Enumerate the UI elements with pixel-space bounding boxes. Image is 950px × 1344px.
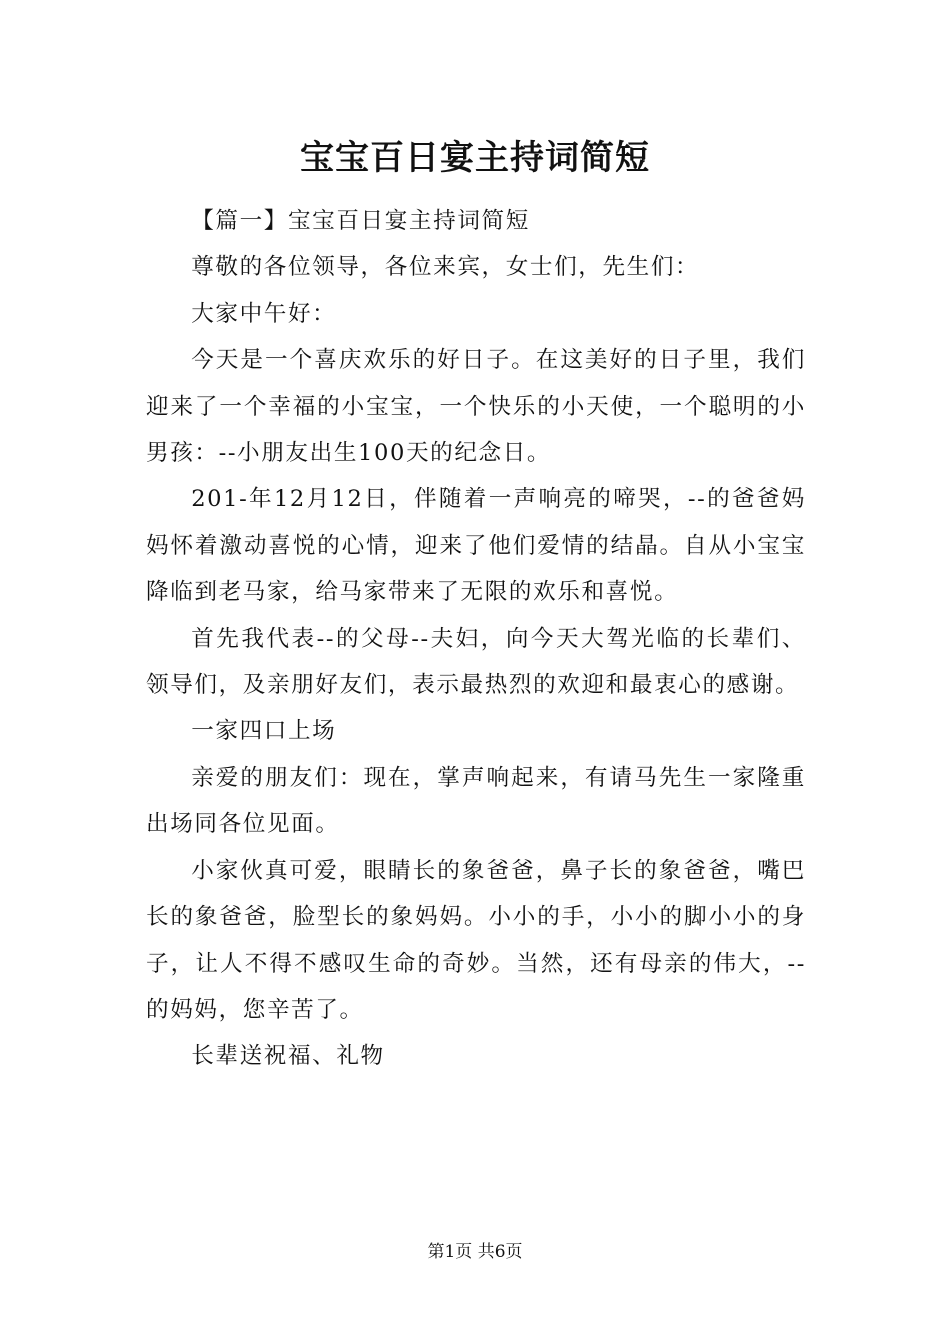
- paragraph: 大家中午好：: [191, 300, 337, 327]
- paragraph: 今天是一个喜庆欢乐的好日子。在这美好的日子里，我们迎来了一个幸福的小宝宝，一个快乐的小天使，一个聪明的小男孩：--小朋友出生100天的纪念日。: [146, 347, 806, 467]
- paragraph: 亲爱的朋友们：现在，掌声响起来，有请马先生一家隆重出场同各位见面。: [146, 764, 806, 838]
- section-heading: 【篇一】宝宝百日宴主持词简短: [191, 208, 530, 234]
- paragraph: 首先我代表--的父母--夫妇，向今天大驾光临的长辈们、领导们，及亲朋好友们，表示最热烈的欢迎和最衷心的感谢。: [146, 625, 806, 699]
- paragraph: 一家四口上场: [191, 718, 337, 745]
- paragraph: 长辈送祝福、礼物: [191, 1043, 385, 1070]
- page-footer: 第1页 共6页: [427, 1242, 523, 1262]
- paragraph: 201-年12月12日，伴随着一声响亮的啼哭，--的爸爸妈妈怀着激动喜悦的心情，迎来了他们爱情的结晶。自从小宝宝降临到老马家，给马家带来了无限的欢乐和喜悦。: [146, 486, 806, 606]
- document-title: 宝宝百日宴主持词简短: [300, 138, 650, 178]
- paragraph: 小家伙真可爱，眼睛长的象爸爸，鼻子长的象爸爸，嘴巴长的象爸爸，脸型长的象妈妈。小小的手，小小的脚小小的身子，让人不得不感叹生命的奇妙。当然，还有母亲的伟大，--的妈妈，您辛苦了。: [146, 857, 806, 1023]
- paragraph: 尊敬的各位领导，各位来宾，女士们，先生们：: [191, 254, 700, 281]
- document-body: [146, 198, 806, 1080]
